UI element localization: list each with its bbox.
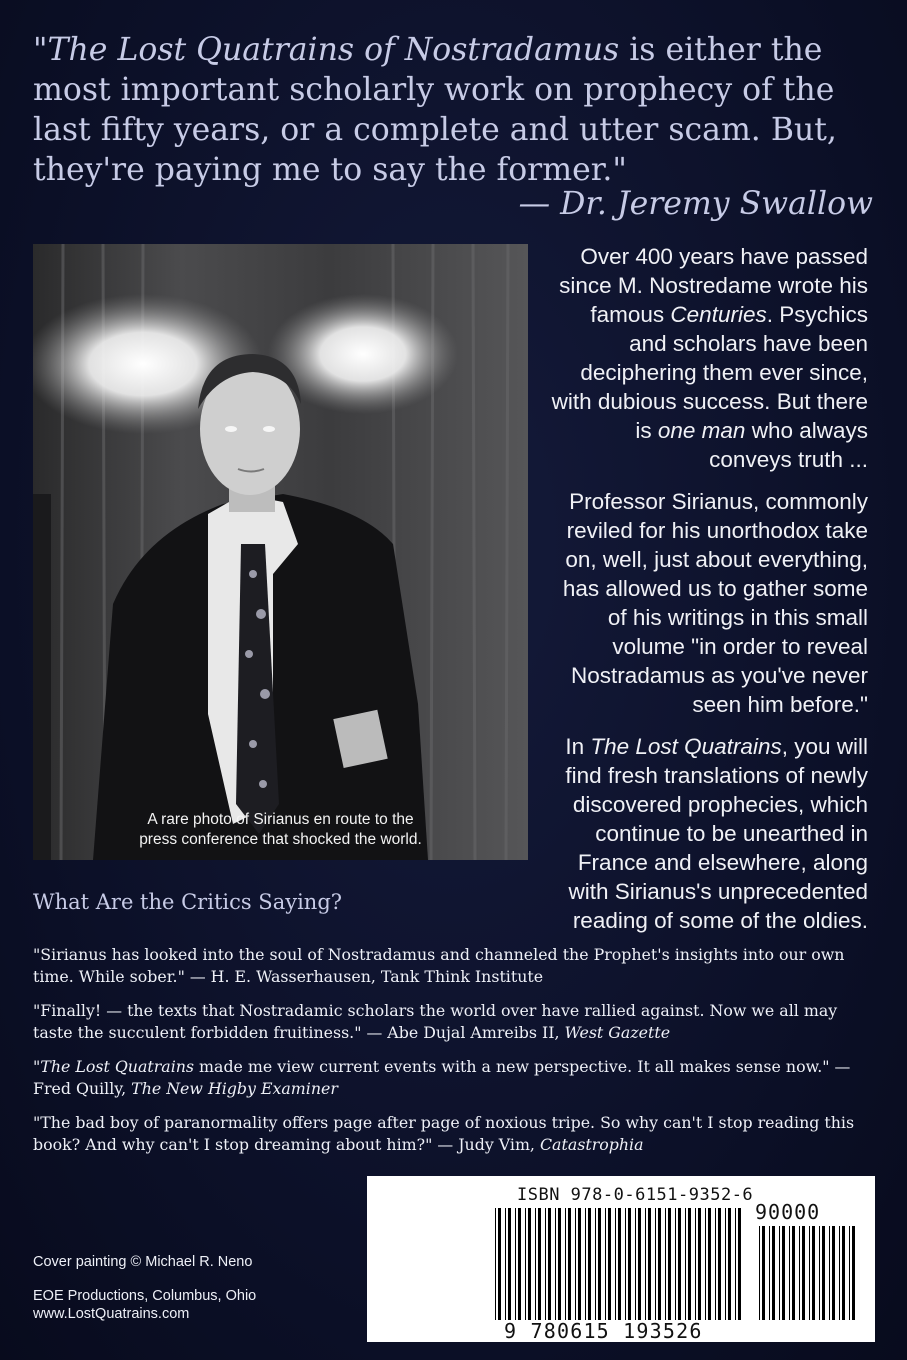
barcode-stripe xyxy=(568,1208,571,1320)
quote-text: is either the most important scholarly work on prophecy of the last fifty years, or a complete and utter scam. But, they're paying me to say the former. xyxy=(33,32,837,188)
barcode-stripe xyxy=(772,1226,775,1320)
review-source: West Gazette xyxy=(564,1023,671,1042)
back-cover-quote xyxy=(33,30,873,224)
barcode-stripe xyxy=(535,1208,536,1320)
critics-heading: What Are the Critics Saying? xyxy=(33,890,343,914)
painting-credit: Cover painting © Michael R. Neno xyxy=(33,1254,253,1270)
barcode-stripe xyxy=(585,1208,586,1320)
website-link[interactable]: www.LostQuatrains.com xyxy=(33,1306,190,1322)
description-italic: one man xyxy=(657,418,746,443)
description-text: Over 400 years have passed since M. Nostredame wrote his famous xyxy=(559,244,868,327)
photo-caption xyxy=(33,810,528,850)
barcode-stripe xyxy=(528,1208,531,1320)
barcode-stripe xyxy=(762,1226,765,1320)
review-quote: "Finally! — the texts that Nostradamic scholars the world over have rallied against. Now we all may taste the succulent forbidden fruitiness." xyxy=(33,1001,838,1042)
barcode-stripe xyxy=(498,1208,501,1320)
review-quote: "The bad boy of paranormality offers page after page of noxious tripe. So why can't I stop reading this book? And why can't I stop dreaming about him?" xyxy=(33,1113,855,1154)
barcode-stripe xyxy=(685,1208,686,1320)
barcode-stripe xyxy=(839,1226,840,1320)
price-code: 90000 xyxy=(755,1200,821,1224)
review-attribution: — Fred Quilly, xyxy=(33,1057,851,1098)
review-quote: made me view current events with a new perspective. It all makes sense now." xyxy=(194,1057,830,1076)
barcode-stripe xyxy=(645,1208,646,1320)
barcode-stripe xyxy=(625,1208,626,1320)
barcode-stripe xyxy=(575,1208,576,1320)
review-item: "The Lost Quatrains made me view current events with a new perspective. It all makes sense now." — Fred Quilly, The New Higby Examiner xyxy=(33,1057,851,1098)
barcode-stripe xyxy=(555,1208,556,1320)
author-photo-image xyxy=(33,244,528,860)
barcode-stripe xyxy=(648,1208,651,1320)
barcode-stripe xyxy=(618,1208,621,1320)
quote-attribution: — Dr. Jeremy Swallow xyxy=(518,186,873,222)
photo-caption-line: A rare photo of Sirianus en route to the xyxy=(147,811,414,828)
barcode-stripe xyxy=(802,1226,805,1320)
quote-close-mark: " xyxy=(612,152,627,188)
barcode-stripe xyxy=(505,1208,506,1320)
barcode-stripe xyxy=(695,1208,696,1320)
barcode-digits: 9 780615 193526 xyxy=(504,1319,703,1343)
review-attribution: — H. E. Wasserhausen, Tank Think Institute xyxy=(184,967,544,986)
barcode-stripe xyxy=(705,1208,706,1320)
barcode-stripe xyxy=(759,1226,760,1320)
description-text: . Psychics and scholars have been deciphering them ever since, with dubious success. But there is xyxy=(551,302,868,443)
critic-reviews xyxy=(33,944,878,1168)
barcode-stripe xyxy=(718,1208,721,1320)
photo-caption-line: press conference that shocked the world. xyxy=(139,831,422,848)
barcode-stripe xyxy=(782,1226,785,1320)
barcode-stripe xyxy=(792,1226,795,1320)
barcode-stripe xyxy=(545,1208,546,1320)
barcode-stripe xyxy=(628,1208,631,1320)
barcode-stripe xyxy=(849,1226,850,1320)
barcode-stripe xyxy=(525,1208,526,1320)
barcode-stripe xyxy=(812,1226,815,1320)
description-paragraph xyxy=(550,242,868,474)
barcode-stripe xyxy=(515,1208,516,1320)
publisher-credit: EOE Productions, Columbus, Ohio xyxy=(33,1288,257,1304)
review-quote-title: The Lost Quatrains xyxy=(40,1057,195,1076)
review-source: The New Higby Examiner xyxy=(131,1079,338,1098)
description-paragraph: Professor Sirianus, commonly reviled for his unorthodox take on, well, just about everything, has allowed us to gather some of his writings in this small volume "in order to reveal Nostradamus as you've never seen him before." xyxy=(562,489,868,717)
barcode-stripe xyxy=(789,1226,790,1320)
barcode-stripe xyxy=(822,1226,825,1320)
review-item xyxy=(33,944,878,988)
barcode-stripe xyxy=(598,1208,601,1320)
barcode-stripe xyxy=(698,1208,701,1320)
description-text: In xyxy=(565,734,591,759)
barcode-stripe xyxy=(548,1208,551,1320)
barcode-stripe xyxy=(608,1208,611,1320)
barcode-stripe xyxy=(852,1226,855,1320)
isbn-label: ISBN 978-0-6151-9352-6 xyxy=(517,1185,754,1205)
barcode-stripe xyxy=(708,1208,711,1320)
review-source: Catastrophia xyxy=(539,1135,644,1154)
quote-open-mark: " xyxy=(33,32,48,68)
barcode-stripe xyxy=(725,1208,726,1320)
quote-book-title: The Lost Quatrains of Nostradamus xyxy=(47,32,620,68)
barcode-stripe xyxy=(635,1208,636,1320)
barcode-stripe xyxy=(588,1208,591,1320)
barcode-stripe xyxy=(715,1208,716,1320)
barcode-stripe xyxy=(595,1208,596,1320)
description-italic: The Lost Quatrains xyxy=(590,734,782,759)
barcode-stripe xyxy=(829,1226,830,1320)
barcode-stripe xyxy=(688,1208,691,1320)
barcode-stripe xyxy=(735,1208,736,1320)
barcode-stripe xyxy=(655,1208,656,1320)
barcode-stripe xyxy=(638,1208,641,1320)
barcode-stripe xyxy=(605,1208,606,1320)
barcode-stripe xyxy=(675,1208,676,1320)
barcode-stripe xyxy=(668,1208,671,1320)
barcode-stripe xyxy=(819,1226,820,1320)
description-text: who always conveys truth ... xyxy=(709,418,868,472)
review-item xyxy=(33,1112,878,1156)
barcode-stripe xyxy=(678,1208,681,1320)
barcode-stripe xyxy=(728,1208,731,1320)
barcode-stripe xyxy=(809,1226,810,1320)
description-paragraph xyxy=(550,732,868,935)
review-attribution: — Judy Vim, xyxy=(432,1135,540,1154)
book-description xyxy=(550,242,868,948)
barcode-stripe xyxy=(799,1226,800,1320)
description-italic: Centuries xyxy=(670,302,767,327)
review-quote: "Sirianus has looked into the soul of Nostradamus and channeled the Prophet's insights into our own time. While sober." xyxy=(33,945,845,986)
barcode-stripe xyxy=(779,1226,780,1320)
barcode-stripe xyxy=(832,1226,835,1320)
review-item xyxy=(33,1000,878,1044)
barcode-stripe xyxy=(518,1208,521,1320)
barcode-stripe xyxy=(578,1208,581,1320)
barcode-stripe xyxy=(615,1208,616,1320)
review-attribution: — Abe Dujal Amreibs II, xyxy=(361,1023,565,1042)
barcode-stripe xyxy=(769,1226,770,1320)
barcode-stripe xyxy=(738,1208,741,1320)
barcode-stripe xyxy=(538,1208,541,1320)
barcode-stripe xyxy=(658,1208,661,1320)
barcode-stripe xyxy=(558,1208,561,1320)
barcode-stripe xyxy=(508,1208,511,1320)
credits-spacer xyxy=(33,1271,256,1287)
barcode-stripe xyxy=(665,1208,666,1320)
description-text: , you will find fresh translations of newly discovered prophecies, which continue to be unearthed in France and elsewhere, along with Sirianus's unprecedented reading of some of the oldies. xyxy=(565,734,868,933)
barcode-stripe xyxy=(495,1208,496,1320)
author-photo xyxy=(33,244,528,860)
credits xyxy=(33,1253,256,1323)
isbn-barcode xyxy=(367,1176,875,1342)
barcode-stripe xyxy=(842,1226,845,1320)
barcode-stripe xyxy=(565,1208,566,1320)
